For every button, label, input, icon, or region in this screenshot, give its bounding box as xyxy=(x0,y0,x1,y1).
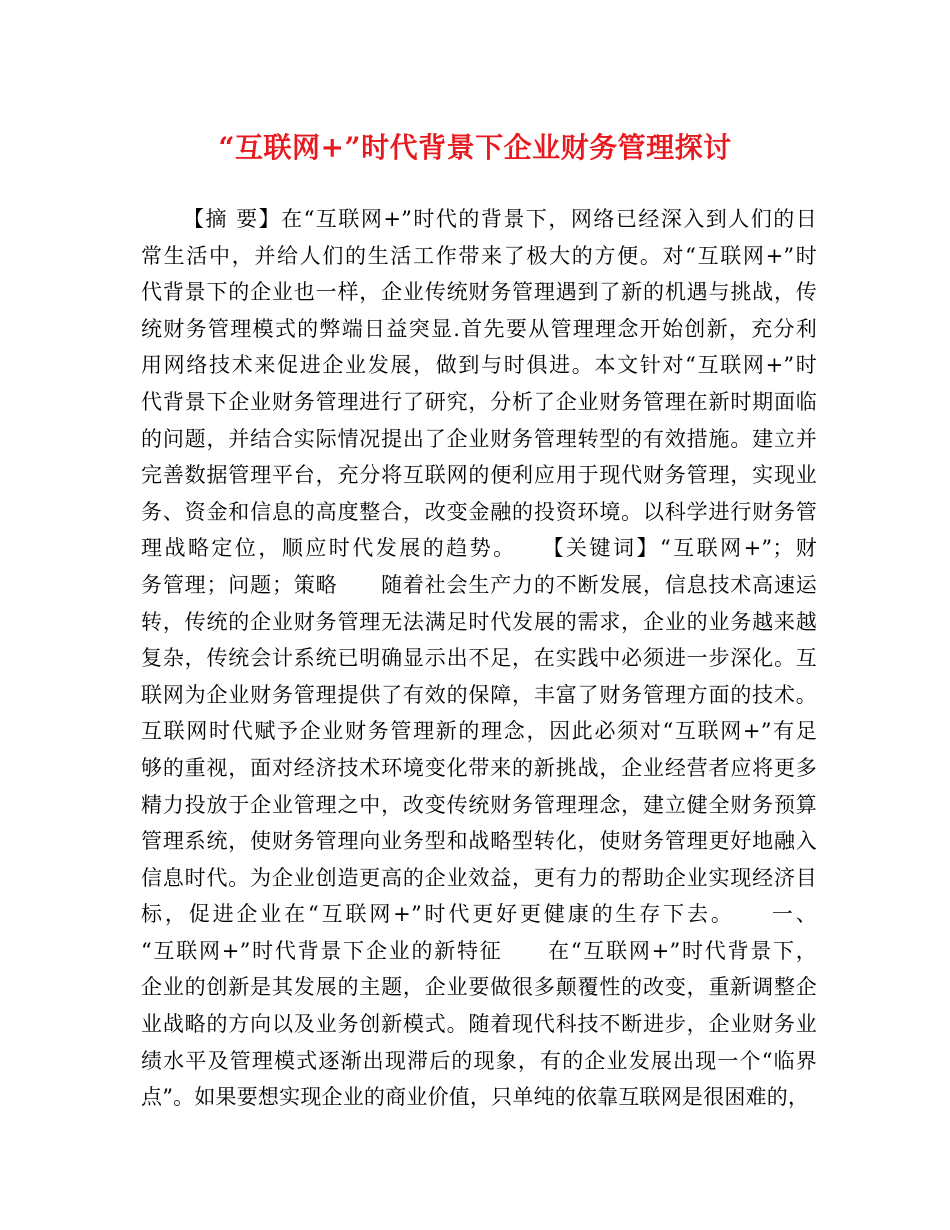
text-line: “互联网+”时代背景下企业的新特征 在“互联网+”时代背景下， xyxy=(141,938,817,963)
text-line: 完善数据管理平台，充分将互联网的便利应用于现代财务管理，实现业 xyxy=(141,463,817,488)
text-line: 信息时代。为企业创造更高的企业效益，更有力的帮助企业实现经济目 xyxy=(141,865,817,890)
text-line: 绩水平及管理模式逐渐出现滞后的现象，有的企业发展出现一个“临界 xyxy=(141,1048,817,1073)
text-line: 统财务管理模式的弊端日益突显.首先要从管理理念开始创新，充分利 xyxy=(141,316,817,341)
text-line: 精力投放于企业管理之中，改变传统财务管理理念，建立健全财务预算 xyxy=(141,792,817,817)
text-line: 务、资金和信息的高度整合，改变金融的投资环境。以科学进行财务管 xyxy=(141,499,817,524)
text-line: 务管理；问题；策略 随着社会生产力的不断发展，信息技术高速运 xyxy=(141,572,817,597)
document-title: “互联网+”时代背景下企业财务管理探讨 xyxy=(218,131,732,164)
body-text xyxy=(141,201,817,1116)
text-line: 用网络技术来促进企业发展，做到与时俱进。本文针对“互联网+”时 xyxy=(141,353,817,378)
text-line: 标，促进企业在“互联网+”时代更好更健康的生存下去。 一、 xyxy=(141,902,817,927)
text-line: 【摘 要】在“互联网+”时代的背景下，网络已经深入到人们的日 xyxy=(183,207,817,231)
text-line: 常生活中，并给人们的生活工作带来了极大的方便。对“互联网+”时 xyxy=(141,243,817,268)
text-line: 互联网时代赋予企业财务管理新的理念，因此必须对“互联网+”有足 xyxy=(141,719,817,744)
text-line: 的问题，并结合实际情况提出了企业财务管理转型的有效措施。建立并 xyxy=(141,426,817,451)
text-line: 代背景下的企业也一样，企业传统财务管理遇到了新的机遇与挑战，传 xyxy=(141,280,817,305)
text-line: 代背景下企业财务管理进行了研究，分析了企业财务管理在新时期面临 xyxy=(141,389,817,414)
text-line: 业战略的方向以及业务创新模式。随着现代科技不断进步，企业财务业 xyxy=(141,1012,817,1037)
text-line: 管理系统，使财务管理向业务型和战略型转化，使财务管理更好地融入 xyxy=(141,829,817,854)
text-line: 够的重视，面对经济技术环境变化带来的新挑战，企业经营者应将更多 xyxy=(141,755,817,780)
text-line: 转，传统的企业财务管理无法满足时代发展的需求，企业的业务越来越 xyxy=(141,609,817,634)
text-line: 联网为企业财务管理提供了有效的保障，丰富了财务管理方面的技术。 xyxy=(141,682,817,707)
text-line: 理战略定位，顺应时代发展的趋势。 【关键词】“互联网+”；财 xyxy=(141,536,817,561)
text-line: 复杂，传统会计系统已明确显示出不足，在实践中必须进一步深化。互 xyxy=(141,646,817,671)
text-line: 企业的创新是其发展的主题，企业要做很多颠覆性的改变，重新调整企 xyxy=(141,975,817,1000)
text-line: 点”。如果要想实现企业的商业价值，只单纯的依靠互联网是很困难的， xyxy=(141,1085,810,1110)
